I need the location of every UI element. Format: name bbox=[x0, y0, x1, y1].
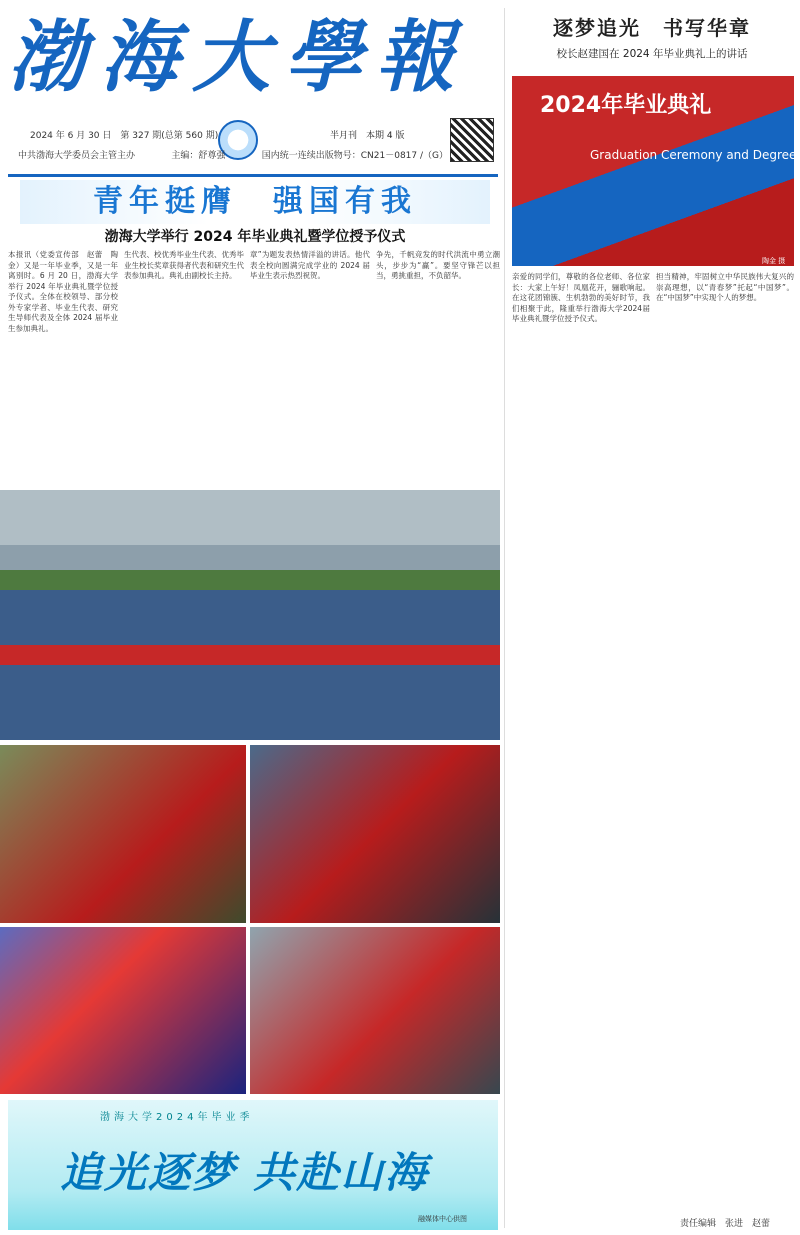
lead-headline: 青年挺膺 强国有我 bbox=[20, 180, 490, 224]
responsible-editors: 责任编辑 张进 赵蕾 bbox=[680, 1219, 771, 1229]
masthead-info bbox=[18, 148, 448, 161]
photo-backdrop-text: 2024年毕业典礼 bbox=[540, 93, 712, 118]
qr-code-icon bbox=[450, 118, 494, 162]
newspaper-title: 渤海大學報 bbox=[8, 12, 469, 103]
ceremony-photo bbox=[250, 927, 500, 1094]
photo-credit: 融媒体中心供图 bbox=[418, 1215, 467, 1223]
ceremony-photo bbox=[0, 745, 246, 923]
issue-frequency: 半月刊 本期 4 版 bbox=[330, 131, 405, 141]
ceremony-photo bbox=[250, 745, 500, 923]
article-column: 章”为题发表热情洋溢的讲话。他代表全校向圆满完成学业的 2024 届毕业生表示热烈祝贺。 bbox=[250, 250, 370, 280]
speech-column: 担当精神，牢固树立中华民族伟大复兴的崇高理想，以“青春梦”托起“中国梦”。在“中国梦”中实现个人的梦想。 bbox=[656, 272, 794, 302]
banner-label: 渤海大学2024年毕业季 bbox=[100, 1112, 254, 1123]
article-column: 本报讯（党委宣传部 赵蕾 陶金）又是一年毕业季，又是一年离别时。6 月 20 日，渤海大学举行 2024 年毕业典礼暨学位授予仪式。全体在校领导、部分校外专家学者、毕业生代表、研究生导师代表及全体 2024 届毕业生参加典礼。 bbox=[8, 250, 118, 333]
ceremony-photo bbox=[0, 927, 246, 1094]
stadium-photo bbox=[0, 490, 500, 740]
issue-date: 2024 年 6 月 30 日 第 327 期(总第 560 期) bbox=[30, 131, 219, 141]
divider bbox=[8, 174, 498, 177]
photo-credit: 陶金 摄 bbox=[762, 257, 786, 265]
lead-subhead: 渤海大学举行 2024 年毕业典礼暨学位授予仪式 bbox=[104, 229, 406, 245]
sponsor: 中共渤海大学委员会主管主办 bbox=[18, 151, 136, 161]
publication-number: 国内统一连续出版物号：CN21－0817 /（G） bbox=[261, 151, 448, 161]
photo-backdrop-subtext: Graduation Ceremony and Degree bbox=[590, 148, 797, 162]
chief-editor: 主编：舒尊强 bbox=[171, 151, 226, 161]
masthead bbox=[8, 10, 508, 105]
banner-slogan: 追光逐梦 共赴山海 bbox=[60, 1148, 429, 1197]
speech-subtitle: 校长赵建国在 2024 年毕业典礼上的讲话 bbox=[556, 48, 748, 60]
speech-title: 逐梦追光 书写华章 bbox=[553, 16, 751, 40]
column-divider bbox=[504, 8, 505, 1228]
article-column: 生代表、校优秀毕业生代表、优秀毕业生校长奖章获得者代表和研究生代表参加典礼。典礼由副校长主持。 bbox=[124, 250, 244, 280]
speech-column: 亲爱的同学们，尊敬的各位老师、各位家长：大家上午好！凤凰花开，骊歌响起。在这花团锦簇、生机勃勃的美好时节，我们相聚于此，隆重举行渤海大学2024届毕业典礼暨学位授予仪式。 bbox=[512, 272, 650, 323]
article-column: 争先，千帆竞发的时代洪流中勇立潮头，步步为“赢”。要坚守锋芒以担当，勇挑重担，不负韶华。 bbox=[376, 250, 500, 280]
